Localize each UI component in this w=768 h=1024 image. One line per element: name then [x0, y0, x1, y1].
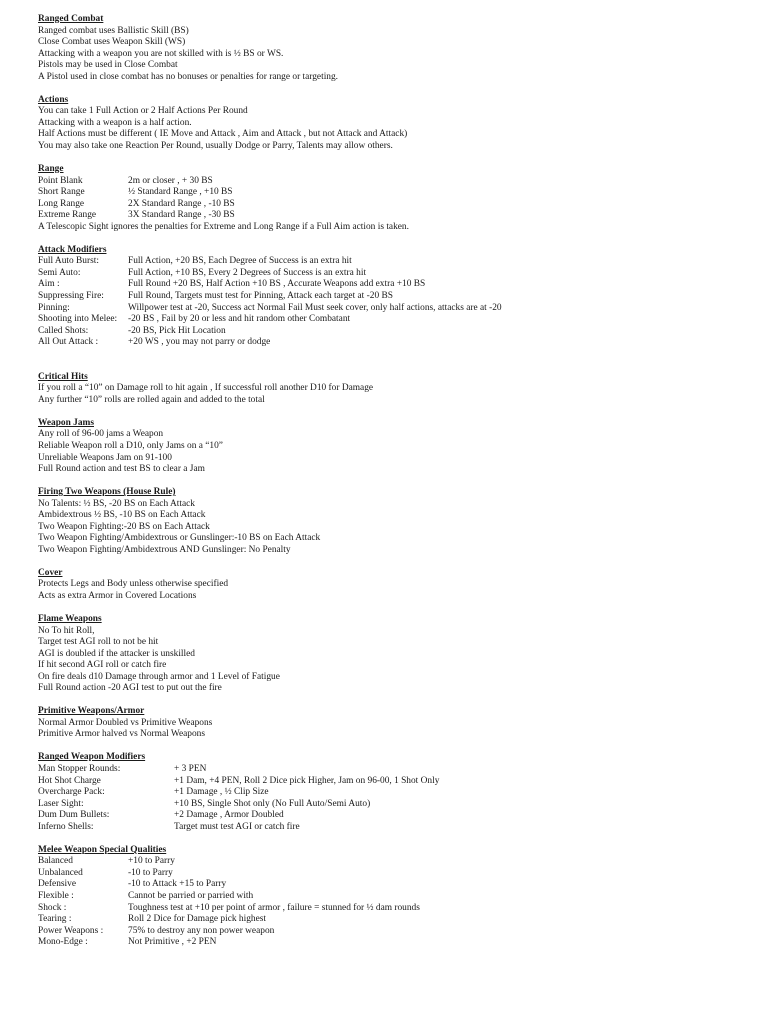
text-line: No Talents: ½ BS, -20 BS on Each Attack: [38, 498, 195, 509]
rule-label: Point Blank: [38, 175, 83, 186]
rule-row: [38, 764, 748, 776]
rule-label: Full Auto Burst:: [38, 256, 99, 267]
section-heading: Attack Modifiers: [38, 244, 107, 255]
section-heading: Flame Weapons: [38, 614, 102, 625]
text-line: Two Weapon Fighting/Ambidextrous or Gunslinger:-10 BS on Each Attack: [38, 533, 321, 544]
section-heading: Range: [38, 164, 64, 175]
rule-label: Unbalanced: [38, 867, 83, 878]
rule-label: Dum Dum Bullets:: [38, 810, 110, 821]
rule-value: +1 Dam, +4 PEN, Roll 2 Dice pick Higher, Jam on 96-00, 1 Shot Only: [174, 775, 440, 786]
rule-label: All Out Attack :: [38, 337, 99, 348]
rule-label: Called Shots:: [38, 325, 89, 336]
text-line: If you roll a “10” on Damage roll to hit again , If successful roll another D10 for Damage: [38, 383, 374, 394]
text-line: Target test AGI roll to not be hit: [38, 637, 159, 648]
text-line: Full Round action -20 AGI test to put out the fire: [38, 683, 222, 694]
rule-row: [38, 210, 748, 222]
rule-row: [38, 199, 748, 211]
rule-row: [38, 903, 748, 915]
text-line: On fire deals d10 Damage through armor and 1 Level of Fatigue: [38, 671, 280, 682]
rule-row: [38, 187, 748, 199]
text-line: Ambidextrous ½ BS, -10 BS on Each Attack: [38, 510, 206, 521]
section-heading: Ranged Combat: [38, 14, 104, 24]
rule-value: -10 to Attack +15 to Parry: [128, 879, 227, 890]
rule-value: Not Primitive , +2 PEN: [128, 937, 217, 948]
section-range: [38, 164, 748, 233]
rule-row: [38, 176, 748, 188]
rule-value: 75% to destroy any non power weapon: [128, 925, 275, 936]
rule-label: Long Range: [38, 198, 85, 209]
section-cover: [38, 568, 748, 603]
rule-value: -20 BS, Pick Hit Location: [128, 325, 226, 336]
section-primitive-weapons: [38, 706, 748, 741]
rule-label: Laser Sight:: [38, 798, 84, 809]
rule-row: [38, 856, 748, 868]
text-line: If hit second AGI roll or catch fire: [38, 660, 167, 671]
section-actions: [38, 95, 748, 153]
section-heading: Ranged Weapon Modifiers: [38, 752, 146, 763]
text-line: Protects Legs and Body unless otherwise specified: [38, 579, 229, 590]
text-line: Close Combat uses Weapon Skill (WS): [38, 37, 186, 48]
text-line: Attacking with a weapon you are not skilled with is ½ BS or WS.: [38, 48, 284, 59]
section-heading: Firing Two Weapons (House Rule): [38, 487, 176, 498]
rule-value: Full Round +20 BS, Half Action +10 BS , Accurate Weapons add extra +10 BS: [128, 279, 426, 290]
rule-value: 2X Standard Range , -10 BS: [128, 198, 235, 209]
section-critical-hits: [38, 372, 748, 407]
rule-value: +2 Damage , Armor Doubled: [174, 810, 284, 821]
rule-label: Short Range: [38, 187, 85, 198]
text-line: Attacking with a weapon is a half action.: [38, 117, 192, 128]
rule-label: Defensive: [38, 879, 77, 890]
rule-value: +20 WS , you may not parry or dodge: [128, 337, 271, 348]
text-line: Pistols may be used in Close Combat: [38, 60, 178, 71]
section-attack-modifiers: [38, 245, 748, 349]
rule-row: [38, 810, 748, 822]
rule-row: [38, 256, 748, 268]
rule-value: ½ Standard Range , +10 BS: [128, 187, 233, 198]
rule-value: Toughness test at +10 per point of armor , failure = stunned for ½ dam rounds: [128, 902, 420, 913]
text-line: Ranged combat uses Ballistic Skill (BS): [38, 25, 189, 36]
rule-label: Balanced: [38, 856, 73, 867]
rule-row: [38, 879, 748, 891]
rule-value: -20 BS , Fail by 20 or less and hit random other Combatant: [128, 314, 351, 325]
rule-label: Man Stopper Rounds:: [38, 764, 121, 775]
rule-row: [38, 279, 748, 291]
section-heading: Melee Weapon Special Qualities: [38, 844, 167, 855]
rule-label: Aim :: [38, 279, 60, 290]
section-ranged-combat: [38, 14, 748, 83]
rule-value: 2m or closer , + 30 BS: [128, 175, 213, 186]
rule-row: [38, 937, 748, 949]
text-line: Two Weapon Fighting:-20 BS on Each Attack: [38, 521, 210, 532]
rule-label: Inferno Shells:: [38, 821, 94, 832]
section-weapon-jams: [38, 418, 748, 476]
rule-label: Shooting into Melee:: [38, 314, 118, 325]
rule-label: Power Weapons :: [38, 925, 104, 936]
rule-row: [38, 926, 748, 938]
rule-value: Full Action, +10 BS, Every 2 Degrees of Success is an extra hit: [128, 267, 367, 278]
rule-value: Full Round, Targets must test for Pinning, Attack each target at -20 BS: [128, 290, 393, 301]
text-line: Normal Armor Doubled vs Primitive Weapons: [38, 717, 213, 728]
rule-label: Tearing :: [38, 914, 72, 925]
text-line: No To hit Roll,: [38, 625, 95, 636]
text-line: Two Weapon Fighting/Ambidextrous AND Gunslinger: No Penalty: [38, 544, 291, 555]
rule-row: [38, 787, 748, 799]
rule-value: -10 to Parry: [128, 867, 173, 878]
rule-value: Roll 2 Dice for Damage pick highest: [128, 914, 266, 925]
rules-document: [38, 14, 748, 960]
text-line: Any roll of 96-00 jams a Weapon: [38, 429, 164, 440]
rule-row: [38, 303, 748, 315]
text-line: Half Actions must be different ( IE Move and Attack , Aim and Attack , but not Attack and Attack): [38, 129, 408, 140]
rule-label: Flexible :: [38, 891, 74, 901]
text-line: A Pistol used in close combat has no bonuses or penalties for range or targeting.: [38, 71, 339, 82]
rule-row: [38, 326, 748, 338]
text-line: Primitive Armor halved vs Normal Weapons: [38, 729, 206, 740]
rule-row: [38, 822, 748, 834]
rule-row: [38, 914, 748, 926]
section-flame-weapons: [38, 614, 748, 695]
section-heading: Cover: [38, 567, 63, 578]
rule-row: [38, 799, 748, 811]
section-melee-weapon-qualities: [38, 845, 748, 949]
rule-value: +10 BS, Single Shot only (No Full Auto/Semi Auto): [174, 798, 371, 809]
rule-row: [38, 891, 748, 903]
rule-value: Full Action, +20 BS, Each Degree of Success is an extra hit: [128, 256, 352, 267]
text-line: Acts as extra Armor in Covered Locations: [38, 590, 197, 601]
rule-row: [38, 291, 748, 303]
rule-label: Suppressing Fire:: [38, 290, 104, 301]
section-heading: Primitive Weapons/Armor: [38, 706, 145, 717]
section-heading: Critical Hits: [38, 371, 88, 382]
rule-value: Target must test AGI or catch fire: [174, 821, 300, 832]
rule-row: [38, 868, 748, 880]
rule-label: Semi Auto:: [38, 267, 81, 278]
section-firing-two-weapons: [38, 487, 748, 556]
rule-value: +10 to Parry: [128, 856, 175, 867]
rule-label: Overcharge Pack:: [38, 787, 105, 798]
text-line: Reliable Weapon roll a D10, only Jams on a “10”: [38, 440, 223, 451]
rule-label: Extreme Range: [38, 210, 97, 221]
rule-row: [38, 314, 748, 326]
rule-value: 3X Standard Range , -30 BS: [128, 210, 235, 221]
section-ranged-weapon-modifiers: [38, 752, 748, 833]
rule-label: Pinning:: [38, 302, 70, 313]
rule-value: +1 Damage , ½ Clip Size: [174, 787, 269, 798]
rule-value: Willpower test at -20, Success act Normal Fail Must seek cover, only half actions, attacks are at -20: [128, 302, 502, 313]
text-line: You may also take one Reaction Per Round, usually Dodge or Parry, Talents may allow others.: [38, 140, 393, 151]
rule-label: Mono-Edge :: [38, 937, 88, 948]
rule-row: [38, 268, 748, 280]
text-line: Full Round action and test BS to clear a Jam: [38, 464, 205, 475]
text-line: You can take 1 Full Action or 2 Half Actions Per Round: [38, 106, 248, 117]
rule-row: [38, 337, 748, 349]
text-line: AGI is doubled if the attacker is unskilled: [38, 648, 195, 659]
text-line: Any further “10” rolls are rolled again and added to the total: [38, 394, 265, 405]
text-line: Unreliable Weapons Jam on 91-100: [38, 452, 172, 463]
rule-label: Hot Shot Charge: [38, 775, 101, 786]
text-line: A Telescopic Sight ignores the penalties for Extreme and Long Range if a Full Aim action is taken.: [38, 221, 409, 232]
rule-value: Cannot be parried or parried with: [128, 891, 254, 901]
section-heading: Actions: [38, 94, 69, 105]
rule-label: Shock :: [38, 902, 67, 913]
section-heading: Weapon Jams: [38, 417, 94, 428]
rule-value: + 3 PEN: [174, 764, 207, 775]
rule-row: [38, 776, 748, 788]
